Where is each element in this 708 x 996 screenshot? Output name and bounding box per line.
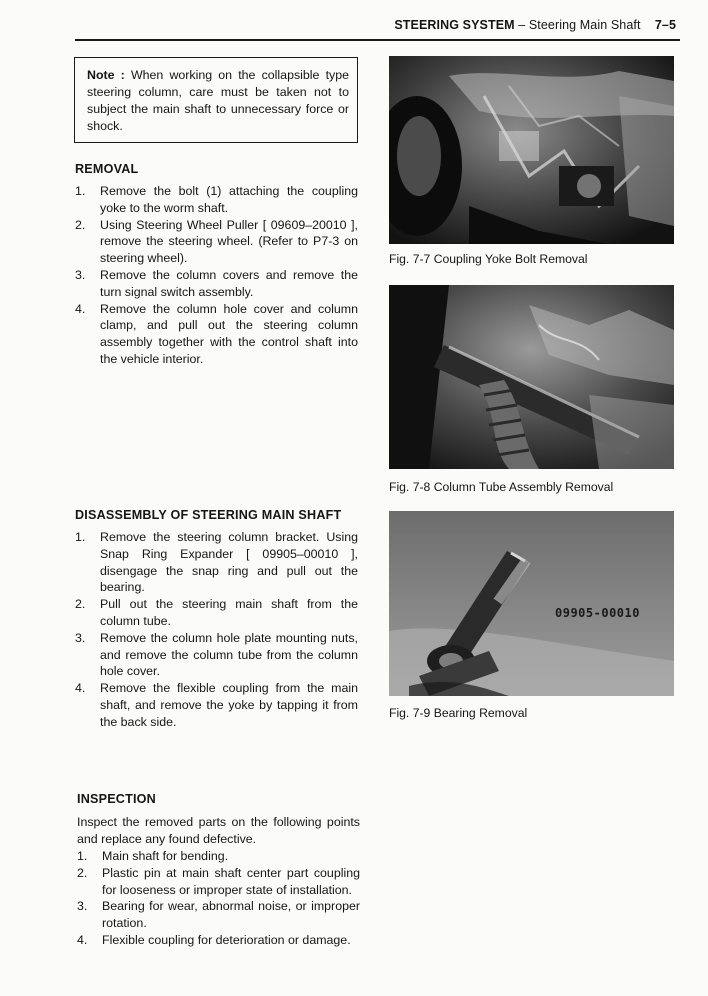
step-number: 1. xyxy=(77,849,88,863)
inspection-heading: INSPECTION xyxy=(77,792,156,806)
inspection-steps xyxy=(77,848,360,949)
section-title: STEERING SYSTEM xyxy=(394,18,515,32)
step-number: 4. xyxy=(75,681,86,696)
step-text: Remove the flexible coupling from the main shaft, and remove the yoke by tapping it from the back side. xyxy=(100,681,358,729)
step-number: 4. xyxy=(77,932,88,947)
list-item xyxy=(77,932,360,949)
inspection-intro: Inspect the removed parts on the following points and replace any found defective. xyxy=(77,815,360,846)
list-item xyxy=(77,898,360,932)
step-text: Remove the steering column bracket. Using Snap Ring Expander [ 09905–00010 ], disengage the snap ring and pull out the bearing. xyxy=(100,530,358,595)
column-tube-photo xyxy=(389,285,674,469)
figure-7-9-caption: Fig. 7-9 Bearing Removal xyxy=(389,706,528,720)
step-number: 1. xyxy=(75,184,86,198)
list-item xyxy=(75,217,358,267)
list-item xyxy=(75,529,358,596)
step-number: 2. xyxy=(77,865,88,880)
step-text: Pull out the steering main shaft from the column tube. xyxy=(100,597,358,628)
step-text: Remove the column hole cover and column clamp, and pull out the steering column assembly together with the control shaft into the vehicle interior. xyxy=(100,301,358,366)
page-header xyxy=(380,18,676,40)
step-number: 3. xyxy=(75,630,86,645)
list-item xyxy=(77,865,360,899)
disassembly-steps xyxy=(75,529,358,731)
list-item xyxy=(75,630,358,680)
engine-bay-photo xyxy=(389,56,674,244)
step-text: Bearing for wear, abnormal noise, or improper rotation. xyxy=(102,899,360,931)
note-text: When working on the collapsible type steering column, care must be taken not to subject the main shaft to unnecessary force or shock. xyxy=(87,68,349,133)
step-number: 2. xyxy=(75,597,86,612)
step-text: Flexible coupling for deterioration or damage. xyxy=(102,932,351,947)
step-number: 1. xyxy=(75,530,86,544)
figure-7-7-photo xyxy=(389,56,674,244)
subsection-title: – Steering Main Shaft xyxy=(518,18,641,32)
figure-7-8-caption: Fig. 7-8 Column Tube Assembly Removal xyxy=(389,480,614,494)
list-item xyxy=(75,267,358,301)
list-item xyxy=(75,680,358,730)
bearing-removal-photo xyxy=(389,511,674,696)
figure-7-9-photo xyxy=(389,511,674,696)
step-text: Using Steering Wheel Puller [ 09609–20010 ], remove the steering wheel. (Refer to P7-3 on steering wheel). xyxy=(100,217,358,266)
list-item xyxy=(75,596,358,630)
header-rule xyxy=(75,39,680,41)
disassembly-heading: DISASSEMBLY OF STEERING MAIN SHAFT xyxy=(75,508,342,522)
list-item xyxy=(75,183,358,217)
figure-7-8-photo xyxy=(389,285,674,469)
step-number: 4. xyxy=(75,301,86,316)
list-item xyxy=(77,848,360,865)
note-label: Note : xyxy=(87,68,125,82)
step-number: 2. xyxy=(75,217,86,232)
step-number: 3. xyxy=(75,267,86,282)
figure-7-7-caption: Fig. 7-7 Coupling Yoke Bolt Removal xyxy=(389,252,588,266)
step-number: 3. xyxy=(77,899,88,914)
step-text: Main shaft for bending. xyxy=(102,849,229,863)
tool-number-label: 09905-00010 xyxy=(555,606,640,620)
step-text: Remove the bolt (1) attaching the coupling yoke to the worm shaft. xyxy=(100,184,358,215)
list-item xyxy=(75,301,358,368)
removal-heading: REMOVAL xyxy=(75,162,139,176)
step-text: Remove the column hole plate mounting nuts, and remove the column tube from the column hole cover. xyxy=(100,630,358,679)
note-box xyxy=(74,57,358,143)
step-text: Plastic pin at main shaft center part coupling for looseness or improper state of installation. xyxy=(102,865,360,897)
removal-steps xyxy=(75,183,358,368)
step-text: Remove the column covers and remove the turn signal switch assembly. xyxy=(100,267,358,299)
page-number: 7–5 xyxy=(654,18,676,32)
